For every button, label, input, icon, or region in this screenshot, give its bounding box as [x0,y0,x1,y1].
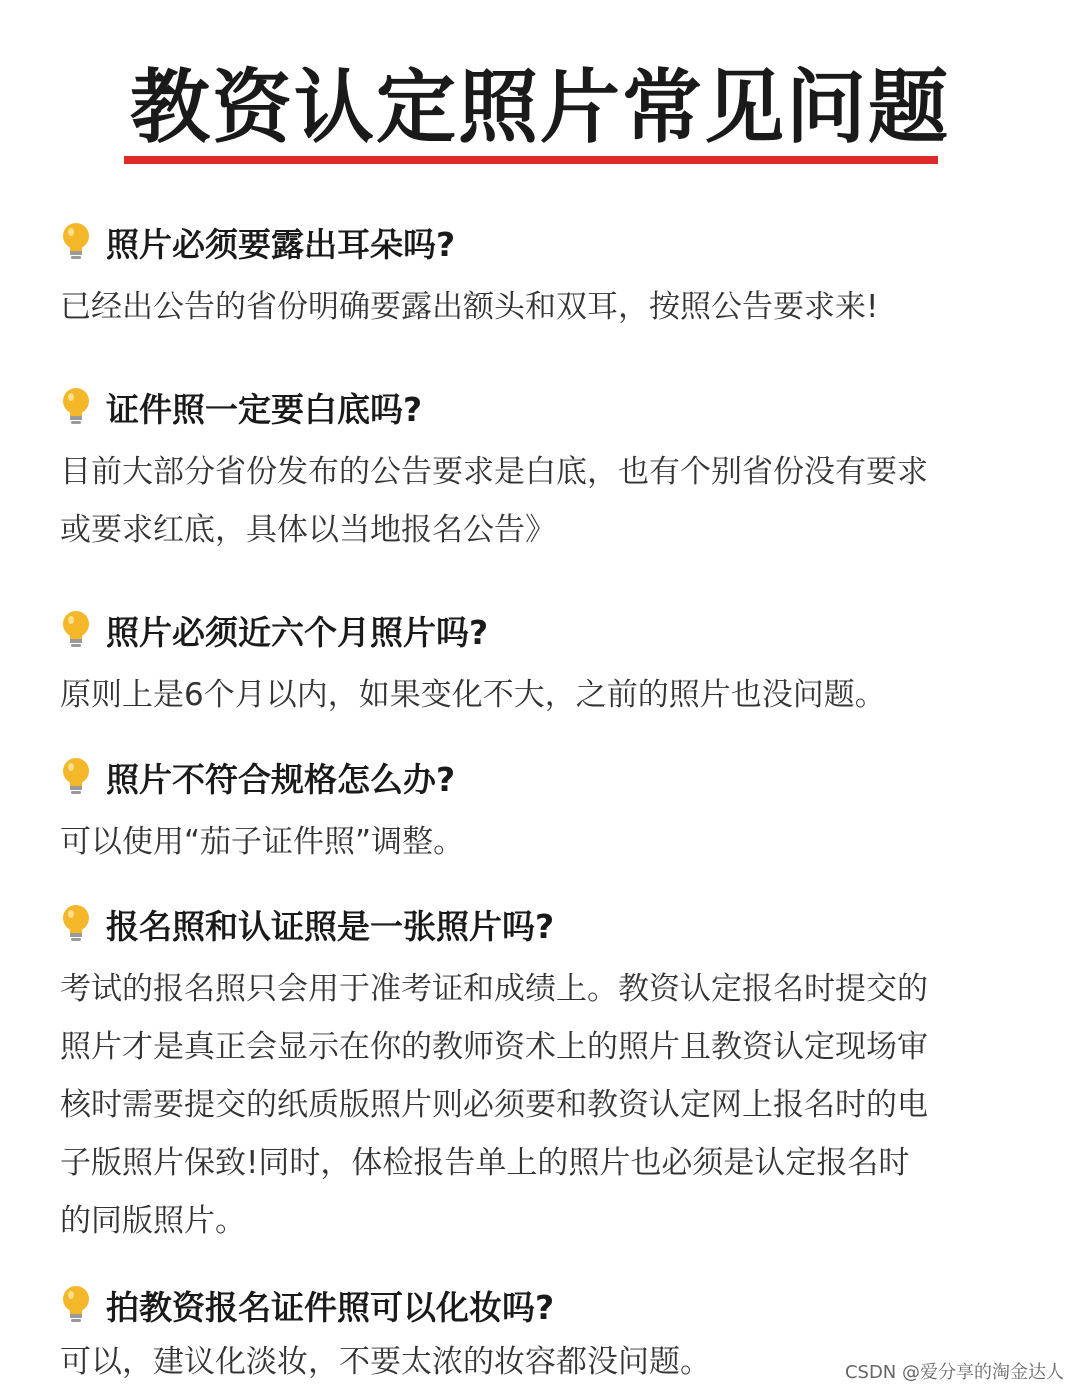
lightbulb-icon [60,757,92,797]
faq-answer-line: 可以使用“茄子证件照”调整。 [60,824,465,860]
faq-question-text: 证件照一定要白底吗? [106,389,423,429]
lightbulb-icon [60,1285,92,1325]
page-title: 教资认定照片常见问题 [130,61,950,154]
faq-answer-line: 已经出公告的省份明确要露出额头和双耳，按照公告要求来! [60,289,879,325]
faq-question [60,385,980,429]
faq-item [60,755,980,871]
watermark: CSDN @爱分享的淘金达人 [844,1362,1064,1383]
faq-answer [60,278,980,336]
faq-answer [60,666,980,724]
lightbulb-icon [60,387,92,427]
faq-question-text: 照片必须要露出耳朵吗? [106,224,456,264]
faq-question [60,608,980,652]
faq-answer [60,1333,980,1391]
faq-answer-line: 照片才是真正会显示在你的教师资术上的照片且教资认定现场审 [60,1029,928,1065]
faq-item [60,385,980,559]
faq-answer-line: 可以，建议化淡妆，不要太浓的妆容都没问题。 [60,1344,711,1380]
faq-question [60,1283,980,1327]
faq-item [60,902,980,1250]
faq-answer [60,813,980,871]
title-wrap [0,60,1080,156]
lightbulb-icon [60,222,92,262]
faq-answer-line: 考试的报名照只会用于准考证和成绩上。教资认定报名时提交的 [60,971,928,1007]
faq-answer-line: 核时需要提交的纸质版照片则必须要和教资认定网上报名时的电 [60,1087,928,1123]
faq-answer-line: 目前大部分省份发布的公告要求是白底，也有个别省份没有要求 [60,454,928,490]
title-underline [124,156,938,164]
faq-item [60,608,980,724]
faq-answer [60,960,980,1250]
faq-item [60,1283,980,1391]
faq-question-text: 照片不符合规格怎么办? [106,759,456,799]
faq-answer-line: 的同版照片。 [60,1203,246,1239]
faq-question [60,902,980,946]
lightbulb-icon [60,904,92,944]
faq-question-text: 拍教资报名证件照可以化妆吗? [106,1287,555,1327]
faq-question [60,755,980,799]
faq-answer-line: 子版照片保致!同时，体检报告单上的照片也必须是认定报名时 [60,1145,910,1181]
faq-item [60,220,980,336]
faq-answer-line: 原则上是6个月以内，如果变化不大，之前的照片也没问题。 [60,677,886,713]
faq-question-text: 报名照和认证照是一张照片吗? [106,906,555,946]
faq-question [60,220,980,264]
faq-answer-line: 或要求红底，具体以当地报名公告》 [60,512,556,548]
faq-question-text: 照片必须近六个月照片吗? [106,612,489,652]
lightbulb-icon [60,610,92,650]
faq-answer [60,443,980,559]
